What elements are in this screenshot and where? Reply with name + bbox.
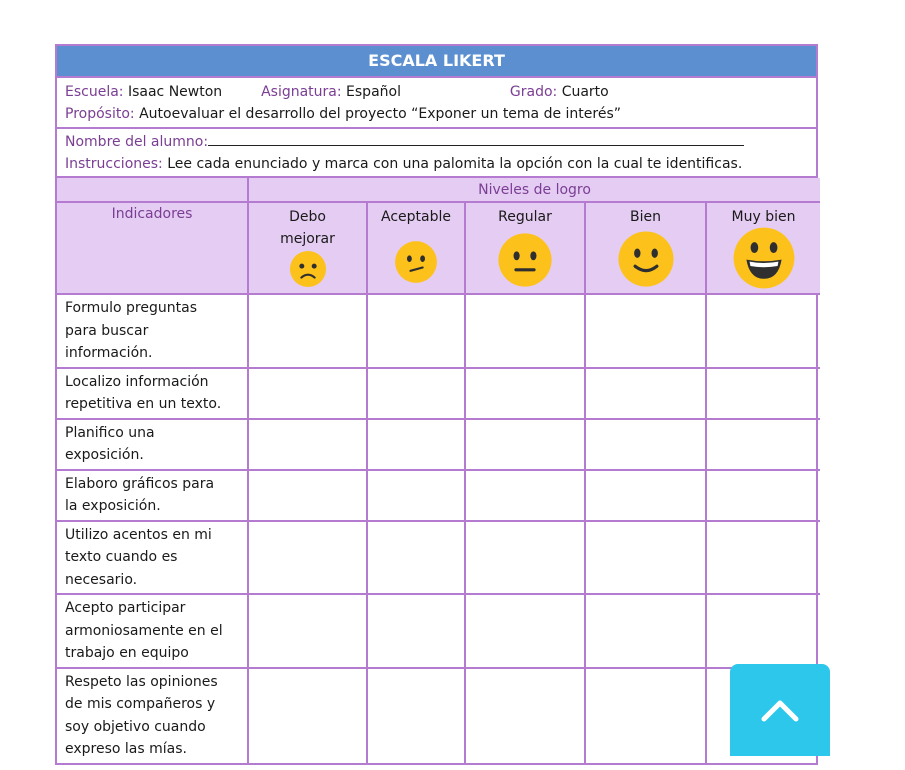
student-info — [57, 129, 816, 178]
level-label: Muy bien — [731, 209, 796, 225]
level-label: Aceptable — [381, 209, 451, 225]
table-row — [57, 368, 820, 419]
rating-cell[interactable] — [367, 294, 465, 368]
rating-cell[interactable] — [706, 594, 820, 668]
asignatura-value: Español — [346, 84, 401, 100]
table-row — [57, 470, 820, 521]
rating-cell[interactable] — [585, 368, 706, 419]
rating-cell[interactable] — [248, 368, 367, 419]
indicator-cell: Respeto las opiniones de mis compañeros y soy objetivo cuando expreso las mías. — [57, 668, 248, 763]
rating-cell[interactable] — [585, 419, 706, 470]
table-row — [57, 419, 820, 470]
rating-cell[interactable] — [248, 521, 367, 595]
level-label: Debo — [289, 209, 326, 225]
school-info — [57, 78, 816, 129]
level-label: Regular — [498, 209, 552, 225]
name-blank-line[interactable] — [208, 132, 744, 146]
rating-cell[interactable] — [585, 294, 706, 368]
rating-cell[interactable] — [706, 470, 820, 521]
rating-cell[interactable] — [367, 368, 465, 419]
info-line-2 — [65, 103, 808, 125]
level-header-bien — [585, 202, 706, 294]
indicator-cell: Formulo preguntas para buscar información. — [57, 294, 248, 368]
rating-cell[interactable] — [585, 668, 706, 763]
rating-cell[interactable] — [465, 368, 585, 419]
escuela-value: Isaac Newton — [127, 84, 223, 100]
asignatura-label: Asignatura: — [261, 84, 342, 100]
rating-cell[interactable] — [367, 594, 465, 668]
level-header-regular — [465, 202, 585, 294]
rating-cell[interactable] — [465, 470, 585, 521]
rating-cell[interactable] — [248, 594, 367, 668]
rating-cell[interactable] — [465, 668, 585, 763]
indicator-cell: Planifico una exposición. — [57, 419, 248, 470]
rating-cell[interactable] — [465, 594, 585, 668]
chevron-up-icon — [760, 698, 800, 722]
likert-scale-sheet — [55, 44, 818, 765]
rating-cell[interactable] — [465, 521, 585, 595]
rating-cell[interactable] — [465, 294, 585, 368]
grado-value: Cuarto — [561, 84, 609, 100]
info-line-1 — [65, 81, 808, 103]
neutral-face-icon — [497, 232, 553, 288]
confused-face-icon — [394, 240, 438, 284]
table-row — [57, 594, 820, 668]
rating-cell[interactable] — [248, 294, 367, 368]
rating-cell[interactable] — [585, 470, 706, 521]
level-header-muy-bien — [706, 202, 820, 294]
instrucciones-value: Lee cada enunciado y marca con una palomita la opción con la cual te identificas. — [167, 156, 743, 172]
proposito-value: Autoevaluar el desarrollo del proyecto “Exponer un tema de interés” — [139, 106, 622, 122]
rating-cell[interactable] — [248, 419, 367, 470]
table-row — [57, 668, 820, 763]
level-header-aceptable — [367, 202, 465, 294]
level-label: Bien — [630, 209, 661, 225]
rating-cell[interactable] — [706, 294, 820, 368]
niveles-header: Niveles de logro — [248, 178, 820, 202]
rating-cell[interactable] — [248, 668, 367, 763]
rating-cell[interactable] — [465, 419, 585, 470]
instructions-line — [65, 153, 808, 175]
rating-cell[interactable] — [367, 419, 465, 470]
rating-cell[interactable] — [585, 594, 706, 668]
rating-cell[interactable] — [585, 521, 706, 595]
rating-cell[interactable] — [248, 470, 367, 521]
sad-face-icon — [289, 250, 327, 288]
rating-cell[interactable] — [367, 470, 465, 521]
table-row — [57, 294, 820, 368]
rating-cell[interactable] — [367, 521, 465, 595]
indicator-cell: Acepto participar armoniosamente en el trabajo en equipo — [57, 594, 248, 668]
grado-label: Grado: — [509, 84, 558, 100]
sheet-title: ESCALA LIKERT — [57, 46, 816, 78]
escuela-label: Escuela: — [65, 84, 124, 100]
rating-cell[interactable] — [367, 668, 465, 763]
scroll-to-top-button[interactable] — [730, 664, 830, 756]
indicadores-header: Indicadores — [57, 202, 248, 294]
proposito-label: Propósito: — [65, 106, 135, 122]
instrucciones-label: Instrucciones: — [65, 156, 163, 172]
likert-table — [57, 178, 820, 763]
rating-cell[interactable] — [706, 419, 820, 470]
level-label-2: mejorar — [280, 231, 335, 247]
slight-smile-face-icon — [617, 230, 675, 288]
corner-cell — [57, 178, 248, 202]
table-row — [57, 521, 820, 595]
indicator-cell: Elaboro gráficos para la exposición. — [57, 470, 248, 521]
indicator-cell: Utilizo acentos en mi texto cuando es necesario. — [57, 521, 248, 595]
indicator-cell: Localizo información repetitiva en un texto. — [57, 368, 248, 419]
level-header-debo-mejorar — [248, 202, 367, 294]
nombre-label: Nombre del alumno: — [65, 134, 209, 150]
name-line — [65, 131, 808, 153]
rating-cell[interactable] — [706, 368, 820, 419]
grinning-face-icon — [732, 226, 796, 290]
rating-cell[interactable] — [706, 521, 820, 595]
